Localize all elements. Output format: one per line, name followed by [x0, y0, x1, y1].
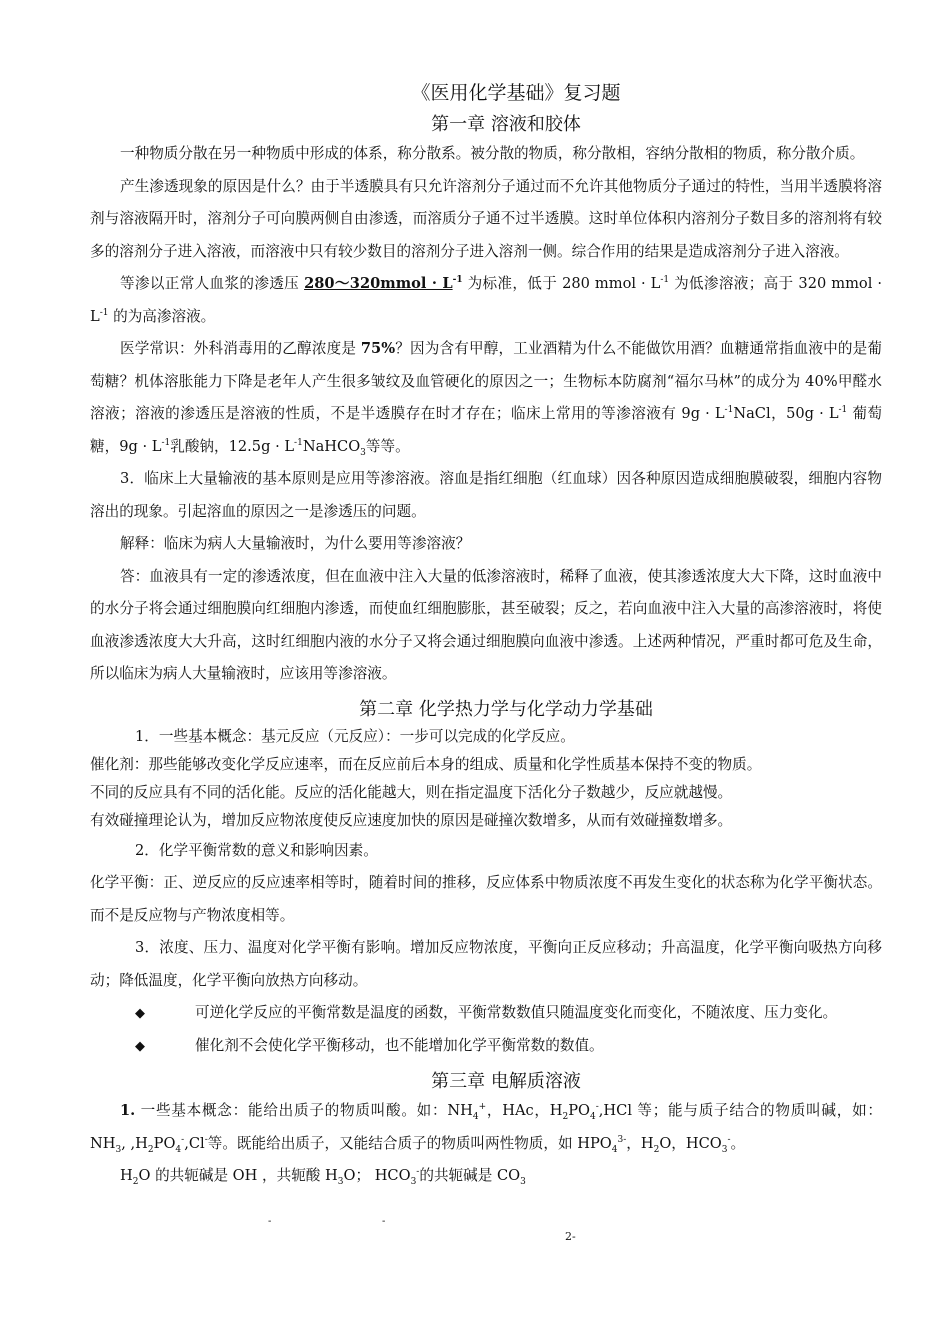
bullet-text: 可逆化学反应的平衡常数是温度的函数，平衡常数数值只随温度变化而变化，不随浓度、压力变化。	[195, 1004, 838, 1021]
page-number: 2-	[565, 1230, 576, 1243]
ch1-paragraph-1: 一种物质分散在另一种物质中形成的体系，称分散系。被分散的物质，称分散相，容纳分散相的物质，称分散介质。	[120, 145, 865, 162]
ch1-paragraph-3: 等渗以正常人血浆的渗透压 280～320mmol · $L^{-1}$ 为标准，低于 280 mmol · $L^{-1}$ 为低渗溶液；高于 320 mmol · $L^{-1}$ 的为高渗溶液。	[90, 275, 882, 325]
ch2-paragraph-5: 2．化学平衡常数的意义和影响因素。	[135, 841, 378, 859]
charge-tick: -	[268, 1216, 272, 1227]
ch2-paragraph-6: 化学平衡：正、逆反应的反应速率相等时，随着时间的推移，反应体系中物质浓度不再发生变化的状态称为化学平衡状态。而不是反应物与产物浓度相等。	[90, 874, 882, 924]
ch2-paragraph-2: 催化剂：那些能够改变化学反应速率，而在反应前后本身的组成、质量和化学性质基本保持不变的物质。	[90, 755, 762, 773]
chapter-2-heading: 第二章 化学热力学与化学动力学基础	[359, 698, 653, 720]
ch3-paragraph-1: 1. 一些基本概念：能给出质子的物质叫酸。如：$NH_4^+$，HAc，$H_2PO_4^-,HCl$ 等；能与质子结合的物质叫碱，如：$NH_3$, $,H_2PO_4^-,Cl^-$等。既能给出质子，又能结合质子的物质叫两性物质，如 $HPO_4^{3-}$，$H_2O$，$HCO_3^-$。	[90, 1102, 882, 1155]
document-title: 《医用化学基础》复习题	[411, 82, 621, 104]
ch3-paragraph-2: $H_2O$ 的共轭碱是 OH ，共轭酸 $H_3O$； $HCO_3^-$的共轭碱是 $CO_3$	[120, 1167, 526, 1187]
ch2-paragraph-1: 1．一些基本概念：基元反应（元反应）：一步可以完成的化学反应。	[135, 727, 575, 745]
ch2-paragraph-3: 不同的反应具有不同的活化能。反应的活化能越大，则在指定温度下活化分子数越少，反应就越慢。	[90, 783, 733, 801]
ch1-answer: 答：血液具有一定的渗透浓度，但在血液中注入大量的低渗溶液时，稀释了血液，使其渗透浓度大大下降，这时血液中的水分子将会通过细胞膜向红细胞内渗透，而使血红细胞膨胀，甚至破裂；反之，若向血液中注入大量的高渗溶液时，将使血液渗透浓度大大升高，这时红细胞内液的水分子又将会通过细胞膜向血液中渗透。上述两种情况，严重时都可危及生命，所以临床为病人大量输液时，应该用等渗溶液。	[90, 567, 882, 682]
charge-tick: -	[382, 1216, 386, 1227]
chapter-3-heading: 第三章 电解质溶液	[431, 1071, 581, 1092]
ch1-question: 解释：临床为病人大量输液时，为什么要用等渗溶液？	[120, 535, 471, 552]
ch2-paragraph-4: 有效碰撞理论认为，增加反应物浓度使反应速度加快的原因是碰撞次数增多，从而有效碰撞数增多。	[90, 811, 733, 829]
document-page	[90, 78, 882, 1193]
bullet-text: 催化剂不会使化学平衡移动，也不能增加化学平衡常数的数值。	[195, 1037, 604, 1054]
ch2-bullet-1	[90, 997, 882, 1030]
ch1-paragraph-4: 医学常识：外科消毒用的乙醇浓度是 75%？因为含有甲醇，工业酒精为什么不能做饮用酒？血糖通常指血液中的是葡萄糖？机体溶胀能力下降是老年人产生很多皱纹及血管硬化的原因之一；生物标本防腐剂“福尔马林”的成分为 40%甲醛水溶液；溶液的渗透压是溶液的性质，不是半透膜存在时才存在；临床上常用的等渗溶液有 $9g \cdot L^{-1}NaCl$，$50g \cdot L^{-1}$ 葡萄糖，$9g \cdot L^{-1}$乳酸钠，$12.5g \cdot L^{-1}NaHCO_3$等等。	[90, 340, 883, 458]
ch2-paragraph-7: 3．浓度、压力、温度对化学平衡有影响。增加反应物浓度，平衡向正反应移动；升高温度，化学平衡向吸热方向移动；降低温度，化学平衡向放热方向移动。	[90, 939, 882, 989]
diamond-bullet-icon: ◆	[135, 1006, 145, 1021]
ch1-paragraph-2: 产生渗透现象的原因是什么？由于半透膜具有只允许溶剂分子通过而不允许其他物质分子通过的特性，当用半透膜将溶剂与溶液隔开时，溶剂分子可向膜两侧自由渗透，而溶质分子通不过半透膜。这时单位体积内溶剂分子数目多的溶剂将有较多的溶剂分子进入溶液，而溶液中只有较少数目的溶剂分子进入溶剂一侧。综合作用的结果是造成溶剂分子进入溶液。	[90, 177, 882, 260]
ch1-paragraph-5: 3．临床上大量输液的基本原则是应用等渗溶液。溶血是指红细胞（红血球）因各种原因造成细胞膜破裂，细胞内容物溶出的现象。引起溶血的原因之一是渗透压的问题。	[90, 470, 882, 520]
diamond-bullet-icon: ◆	[135, 1039, 145, 1054]
chapter-1-heading: 第一章 溶液和胶体	[431, 114, 581, 135]
ch2-bullet-2	[90, 1030, 882, 1063]
